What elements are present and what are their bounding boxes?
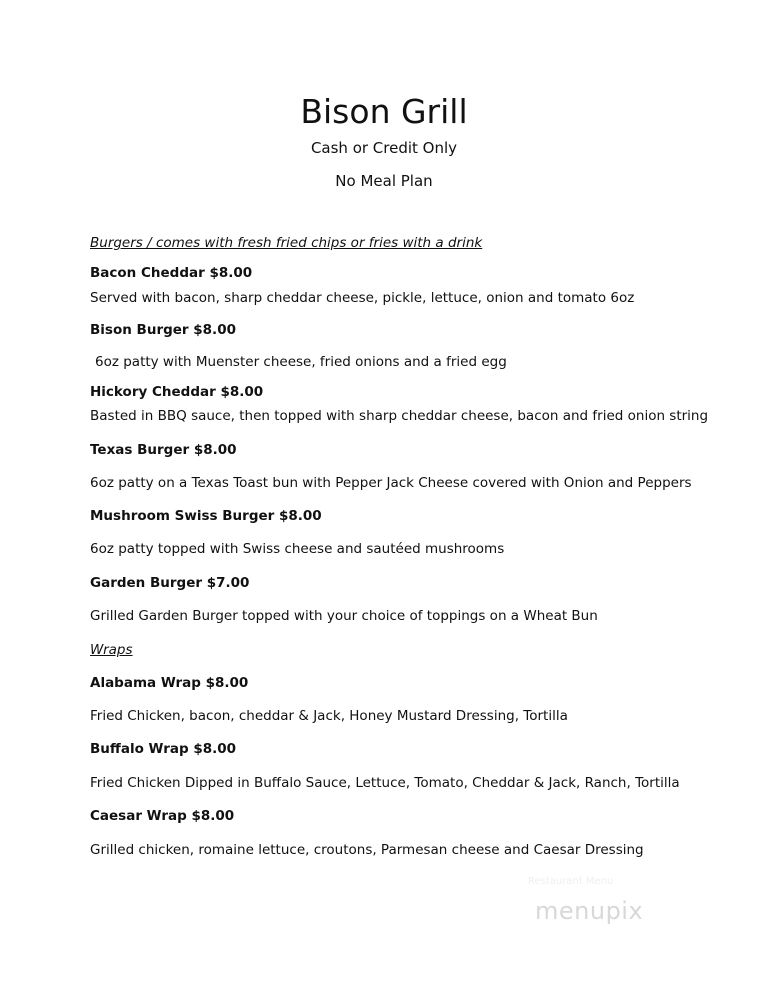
menu-item-name: Hickory Cheddar $8.00 [90, 384, 264, 400]
menu-item-name: Caesar Wrap $8.00 [90, 808, 235, 824]
menu-item-desc: Basted in BBQ sauce, then topped with sharp cheddar cheese, bacon and fried onion string [90, 408, 709, 424]
menu-item-desc: 6oz patty with Muenster cheese, fried onions and a fried egg [95, 354, 507, 370]
meal-plan-note: No Meal Plan [335, 172, 433, 190]
menu-item-desc: Grilled Garden Burger topped with your choice of toppings on a Wheat Bun [90, 608, 598, 624]
menu-item-name: Alabama Wrap $8.00 [90, 675, 249, 691]
menu-item-name: Garden Burger $7.00 [90, 575, 250, 591]
menupix-watermark: menupix [535, 897, 644, 925]
menu-item-desc: Fried Chicken, bacon, cheddar & Jack, Honey Mustard Dressing, Tortilla [90, 708, 568, 724]
menu-item-name: Buffalo Wrap $8.00 [90, 741, 237, 757]
menu-item-name: Bacon Cheddar $8.00 [90, 265, 253, 281]
restaurant-title: Bison Grill [300, 92, 468, 131]
menu-item-desc: Grilled chicken, romaine lettuce, croutons, Parmesan cheese and Caesar Dressing [90, 842, 644, 858]
watermark-faint-text: Restaurant Menu [528, 876, 614, 887]
section-title-burgers: Burgers / comes with fresh fried chips or fries with a drink [90, 235, 483, 251]
menu-item-desc: Served with bacon, sharp cheddar cheese, pickle, lettuce, onion and tomato 6oz [90, 290, 635, 306]
payment-note: Cash or Credit Only [310, 139, 458, 157]
menu-item-name: Bison Burger $8.00 [90, 322, 236, 338]
menu-item-name: Texas Burger $8.00 [90, 442, 237, 458]
section-title-wraps: Wraps [90, 642, 133, 658]
menu-item-name: Mushroom Swiss Burger $8.00 [90, 508, 322, 524]
menu-item-desc: 6oz patty on a Texas Toast bun with Pepper Jack Cheese covered with Onion and Peppers [90, 475, 692, 491]
menu-item-desc: 6oz patty topped with Swiss cheese and sautéed mushrooms [90, 541, 505, 557]
menu-item-desc: Fried Chicken Dipped in Buffalo Sauce, Lettuce, Tomato, Cheddar & Jack, Ranch, Tortilla [90, 775, 680, 791]
